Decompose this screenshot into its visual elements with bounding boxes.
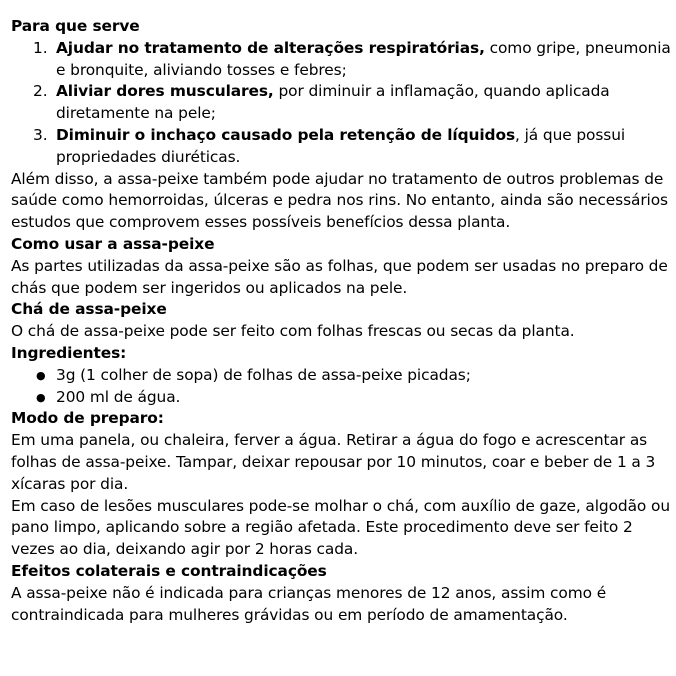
list-item [11, 81, 671, 125]
list-item [11, 387, 671, 409]
ingredients-list [11, 365, 671, 409]
list-number: 2. [33, 82, 48, 101]
heading-para-que-serve: Para que serve [11, 17, 140, 35]
list-item-text: como gripe, pneumonia e bronquite, aliviando tosses e febres; [56, 38, 671, 79]
bullet-icon: ● [36, 390, 46, 404]
list-item [11, 125, 671, 169]
paragraph-modo-preparo-1: Em uma panela, ou chaleira, ferver a água. Retirar a água do fogo e acrescentar as folhas de assa-peixe. Tampar, deixar repousar por 10 minutos, coar e beber de 1 a 3 xícaras por dia. [11, 431, 656, 493]
list-item [11, 38, 671, 82]
heading-cha: Chá de assa-peixe [11, 300, 167, 319]
paragraph-cha: O chá de assa-peixe pode ser feito com folhas frescas ou secas da planta. [11, 322, 575, 341]
ingredient-text: 200 ml de água. [56, 387, 181, 406]
list-item [11, 365, 671, 387]
list-item-bold: Ajudar no tratamento de alterações respiratórias, [56, 38, 485, 57]
uses-list [11, 38, 671, 169]
list-number: 3. [33, 125, 48, 144]
heading-efeitos: Efeitos colaterais e contraindicações [11, 561, 327, 580]
paragraph-efeitos: A assa-peixe não é indicada para crianças menores de 12 anos, assim como é contraindicada para mulheres grávidas ou em período de amamentação. [11, 583, 607, 624]
list-item-text: , já que possui propriedades diuréticas. [56, 125, 626, 166]
paragraph-alem-disso: Além disso, a assa-peixe também pode ajudar no tratamento de outros problemas de saúde como hemorroidas, úlceras e pedra nos rins. No entanto, ainda são necessários estudos que comprovem esses possíveis benefícios dessa planta. [11, 169, 668, 232]
bullet-icon: ● [36, 368, 46, 382]
heading-modo-preparo: Modo de preparo: [11, 409, 164, 428]
list-item-bold: Aliviar dores musculares, [56, 82, 274, 101]
paragraph-como-usar: As partes utilizadas da assa-peixe são as folhas, que podem ser usadas no preparo de chás que podem ser ingeridos ou aplicados na pele. [11, 256, 668, 297]
ingredient-text: 3g (1 colher de sopa) de folhas de assa-peixe picadas; [56, 365, 471, 384]
heading-ingredientes: Ingredientes: [11, 343, 127, 362]
paragraph-modo-preparo-2: Em caso de lesões musculares pode-se molhar o chá, com auxílio de gaze, algodão ou pano limpo, aplicando sobre a região afetada. Este procedimento deve ser feito 2 vezes ao dia, deixando agir por 2 horas cada. [11, 496, 670, 559]
list-item-text: por diminuir a inflamação, quando aplicada diretamente na pele; [56, 82, 610, 123]
list-number: 1. [33, 38, 48, 57]
heading-como-usar: Como usar a assa-peixe [11, 234, 215, 253]
document [11, 16, 671, 626]
list-item-bold: Diminuir o inchaço causado pela retenção de líquidos [56, 125, 516, 144]
